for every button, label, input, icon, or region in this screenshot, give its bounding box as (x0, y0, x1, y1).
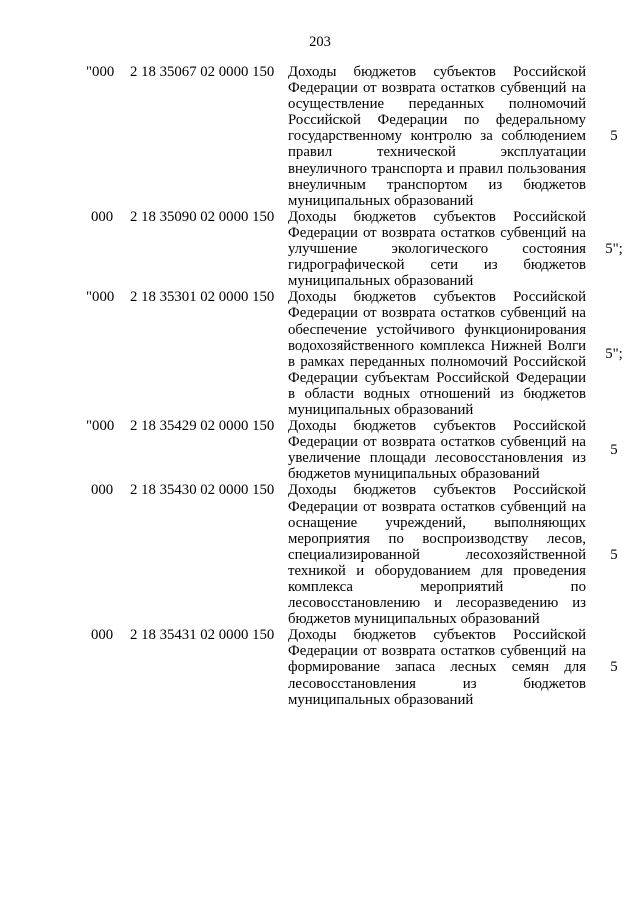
budget-code: 2 18 35067 02 0000 150 (130, 64, 275, 80)
amount-value: 5 (610, 546, 618, 563)
income-description: Доходы бюджетов субъектов Российской Федерации от возврата остатков субвенций на обеспечение устойчивого функционирования водохозяйственного комплекса Нижней Волги в рамках переданных полномочий Российской Федерации субъектам Российской Федерации в области водных отношений из бюджетов муниципальных образований (288, 289, 586, 418)
code-prefix: 000 (91, 627, 114, 644)
budget-code: 2 18 35429 02 0000 150 (130, 418, 275, 435)
budget-code: 2 18 35431 02 0000 150 (130, 627, 275, 644)
amount-value: 5"; (605, 345, 623, 362)
budget-code: 2 18 35090 02 0000 150 (130, 208, 275, 225)
budget-code: 2 18 35430 02 0000 150 (130, 482, 275, 499)
budget-code: 2 18 35301 02 0000 150 (130, 289, 275, 306)
table-row (0, 64, 640, 209)
code-prefix: 000 (91, 482, 114, 499)
amount-value: 5"; (605, 241, 623, 258)
income-description: Доходы бюджетов субъектов Российской Федерации от возврата остатков субвенций на осуществление переданных полномочий Российской Федерации по федеральному государственному контролю за соблюдением правил технической эксплуатации внеуличного транспорта и правил пользования внеуличным транспортом из бюджетов муниципальных образований (288, 64, 586, 209)
table-row (0, 627, 640, 707)
table-row (0, 418, 640, 482)
income-description: Доходы бюджетов субъектов Российской Федерации от возврата остатков субвенций на улучшение экологического состояния гидрографической сети из бюджетов муниципальных образований (288, 208, 586, 290)
table-row (0, 289, 640, 418)
page-number: 203 (309, 34, 331, 50)
code-prefix: 000 (91, 208, 114, 225)
code-prefix: "000 (86, 418, 115, 435)
amount-value: 5 (610, 128, 618, 145)
budget-code-table (0, 64, 640, 708)
amount-value: 5 (610, 442, 618, 459)
income-description: Доходы бюджетов субъектов Российской Федерации от возврата остатков субвенций на увеличение площади лесовосстановления из бюджетов муниципальных образований (288, 418, 586, 483)
code-prefix: "000 (86, 289, 115, 306)
table-row (0, 482, 640, 627)
code-prefix: "000 (86, 64, 115, 80)
income-description: Доходы бюджетов субъектов Российской Федерации от возврата остатков субвенций на оснащение учреждений, выполняющих мероприятия по воспроизводству лесов, специализированной лесохозяйственной техникой и оборудованием для проведения комплекса мероприятий по лесовосстановлению и лесоразведению из бюджетов муниципальных образований (288, 482, 586, 628)
amount-value: 5 (610, 659, 618, 676)
income-description: Доходы бюджетов субъектов Российской Федерации от возврата остатков субвенций на формирование запаса лесных семян для лесовосстановления из бюджетов муниципальных образований (288, 627, 586, 708)
table-row (0, 209, 640, 289)
